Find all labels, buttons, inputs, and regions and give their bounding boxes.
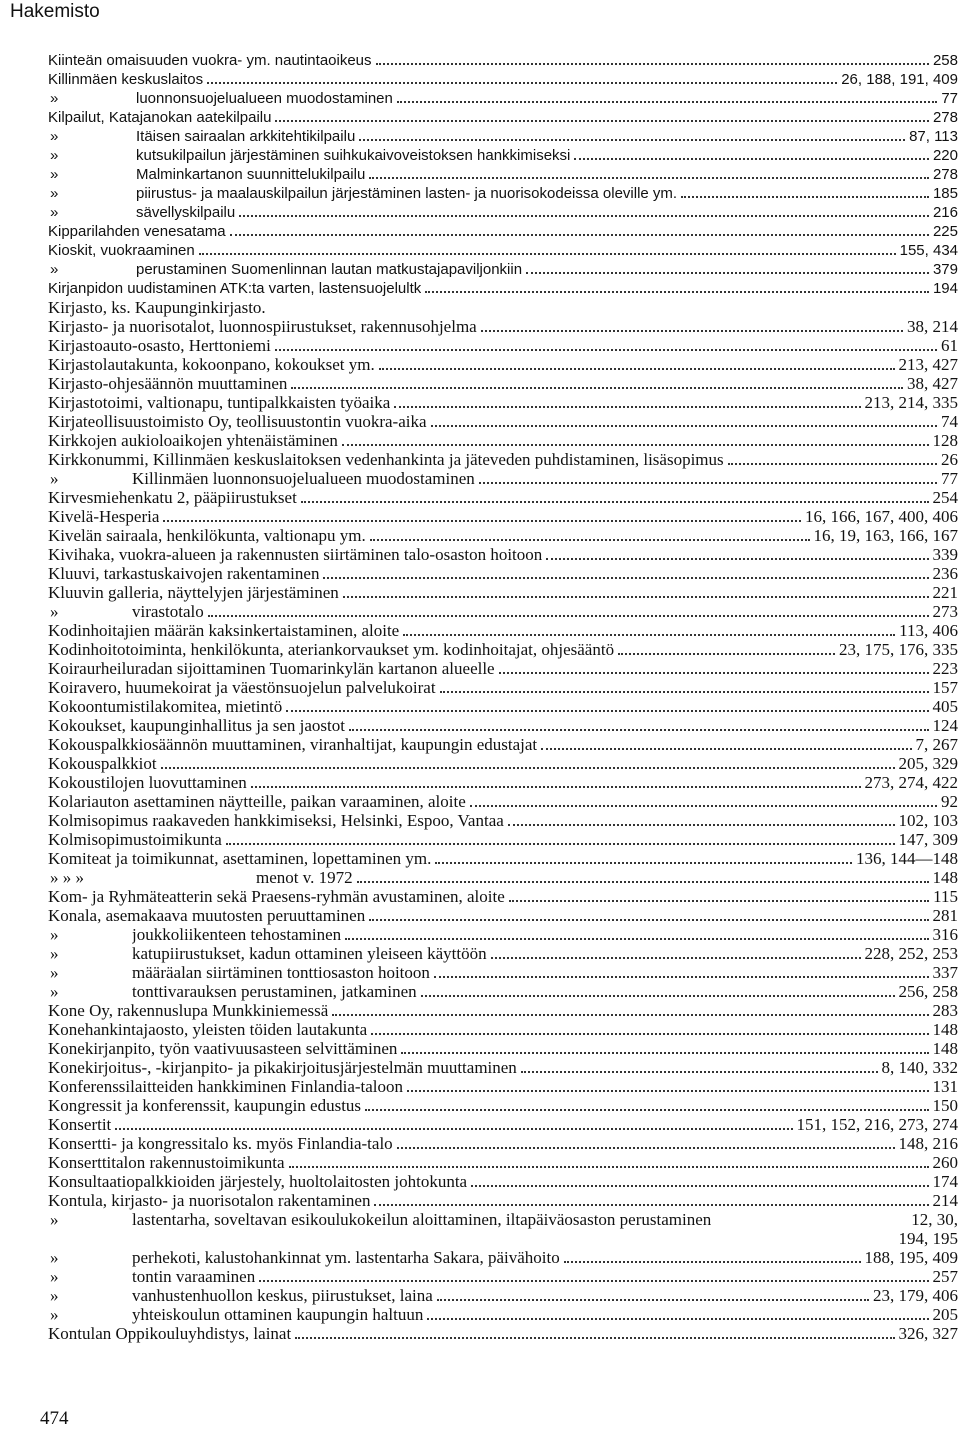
index-page-refs: 236: [932, 564, 958, 583]
dot-leader: [343, 595, 929, 598]
dot-leader: [270, 312, 954, 313]
dot-leader: [437, 1298, 869, 1301]
index-term: määräalan siirtäminen tonttiosaston hoitoon: [132, 963, 430, 982]
index-term: Kirkkojen aukioloaikojen yhtenäistäminen: [48, 431, 338, 450]
index-entry: [48, 393, 958, 412]
dot-leader: [289, 1165, 929, 1168]
index-entry: [48, 716, 958, 735]
index-term: joukkoliikenteen tehostaminen: [132, 925, 342, 944]
index-entry: [48, 1324, 958, 1343]
index-term: Kodinhoitajien määrän kaksinkertaistaminen, aloite: [48, 621, 400, 640]
dot-leader: [342, 443, 929, 446]
index-page-refs: 405: [932, 697, 958, 716]
dot-leader: [357, 880, 929, 883]
index-entry: [48, 811, 958, 830]
index-entry: [48, 241, 958, 260]
index-page-refs: 26: [941, 450, 958, 469]
index-term: Kirjastolautakunta, kokoonpano, kokoukset ym.: [48, 355, 375, 374]
index-page-refs: 150: [932, 1096, 958, 1115]
index-term: Kone Oy, rakennuslupa Munkkiniemessä: [48, 1001, 329, 1020]
index-subentry: [48, 868, 958, 887]
dot-leader: [526, 271, 929, 274]
index-page-refs: 223: [932, 659, 958, 678]
index-entry: [48, 374, 958, 393]
index-subentry: [48, 469, 958, 488]
page-header: Hakemisto: [10, 1, 100, 22]
index-term: Kivelän sairaala, henkilökunta, valtionapu ym.: [48, 526, 366, 545]
index-term: katupiirustukset, kadun ottaminen yleiseen käyttöön: [132, 944, 487, 963]
index-term: Kongressit ja konferenssit, kaupungin edustus: [48, 1096, 362, 1115]
index-subentry: [48, 127, 958, 146]
index-page-refs: 339: [932, 545, 958, 564]
index-page-refs: 23, 179, 406: [873, 1286, 958, 1305]
index-term: Kluuvi, tarkastuskaivojen rakentaminen: [48, 564, 320, 583]
index-term: Killinmäen keskuslaitos: [48, 71, 204, 88]
index-page-refs: 256, 258: [898, 982, 958, 1001]
dot-leader: [499, 671, 929, 674]
dot-leader: [470, 804, 937, 807]
index-entry: [48, 545, 958, 564]
index-entry: [48, 849, 958, 868]
index-entry: [48, 336, 958, 355]
ditto-mark: »: [50, 925, 59, 944]
index-page-refs: 26, 188, 191, 409: [841, 71, 958, 88]
dot-leader: [574, 157, 929, 160]
index-term: Kirjasto, ks. Kaupunginkirjasto.: [48, 298, 266, 317]
index-page-refs: 8, 140, 332: [881, 1058, 958, 1077]
index-subentry: [48, 165, 958, 184]
ditto-mark: »: [50, 261, 59, 278]
dot-leader: [397, 1146, 895, 1149]
index-page-refs: 77: [941, 90, 958, 107]
dot-leader: [403, 633, 895, 636]
ditto-mark: »: [50, 982, 59, 1001]
index-page-refs: 254: [932, 488, 958, 507]
index-term: Konehankintajaosto, yleisten töiden lautakunta: [48, 1020, 368, 1039]
dot-leader: [239, 214, 929, 217]
dot-leader: [434, 975, 929, 978]
dot-leader: [479, 481, 937, 484]
index-term: Kilpailut, Katajanokan aatekilpailu: [48, 109, 272, 126]
index-page-refs: 115: [933, 887, 958, 906]
index-term: Kivihaka, vuokra-alueen ja rakennusten siirtäminen talo-osaston hoitoon: [48, 545, 543, 564]
index-term: Kirjasto-ohjesäännön muuttaminen: [48, 374, 288, 393]
index-term: Kluuvin galleria, näyttelyjen järjestäminen: [48, 583, 339, 602]
index-entry: [48, 621, 958, 640]
index-term: Kirjasto- ja nuorisotalot, luonnospiirustukset, rakennusohjelma: [48, 317, 477, 336]
index-entry: [48, 1172, 958, 1191]
index-entry: [48, 678, 958, 697]
index-subentry: [48, 1286, 958, 1305]
dot-leader: [286, 709, 928, 712]
index-term: Itäisen sairaalan arkkitehtikilpailu: [136, 128, 356, 145]
index-page-refs: 148: [932, 868, 958, 887]
dot-leader: [471, 1184, 928, 1187]
index-entry: [48, 450, 958, 469]
index-term: tontin varaaminen: [132, 1267, 256, 1286]
index-term: virastotalo: [132, 602, 204, 621]
index-page-refs: 281: [932, 906, 958, 925]
dot-leader: [681, 195, 929, 198]
index-page-refs: 216: [932, 204, 958, 221]
index-entry: [48, 906, 958, 925]
index-term: tonttivarauksen perustaminen, jatkaminen: [132, 982, 417, 1001]
ditto-mark: »: [50, 166, 59, 183]
index-term: Kirjastotoimi, valtionapu, tuntipalkkaisten työaika: [48, 393, 391, 412]
index-page-refs: 92: [941, 792, 958, 811]
index-page-refs: 278: [932, 109, 958, 126]
index-page-refs: 87, 113: [909, 128, 958, 145]
ditto-mark: »: [50, 944, 59, 963]
index-term: Konferenssilaitteiden hankkiminen Finlandia-taloon: [48, 1077, 404, 1096]
dot-leader: [115, 1127, 792, 1130]
dot-leader: [421, 994, 895, 997]
index-page-refs: 12, 30,: [911, 1210, 958, 1229]
index-term: Kontula, kirjasto- ja nuorisotalon rakentaminen: [48, 1191, 371, 1210]
index-page-refs-continued: 194, 195: [898, 1229, 958, 1248]
index-term: Konsultaatiopalkkioiden järjestely, huoltolaitosten johtokunta: [48, 1172, 468, 1191]
index-page-refs: 326, 327: [898, 1324, 958, 1343]
ditto-mark: »: [50, 1210, 59, 1229]
index-entry: [48, 70, 958, 89]
dot-leader: [431, 424, 937, 427]
index-term: Kirkkonummi, Killinmäen keskuslaitoksen vedenhankinta ja jäteveden puhdistaminen, lisäsopimus: [48, 450, 724, 469]
dot-leader: [359, 138, 905, 141]
index-entry: [48, 526, 958, 545]
index-page-refs: 205: [932, 1305, 958, 1324]
index-page-refs: 77: [941, 469, 958, 488]
index-entry: [48, 412, 958, 431]
index-term: Konserttitalon rakennustoimikunta: [48, 1153, 285, 1172]
dot-leader: [618, 652, 835, 655]
ditto-mark: »: [50, 1248, 59, 1267]
dot-leader: [491, 956, 861, 959]
index-page-refs: 213, 427: [898, 355, 958, 374]
index-page-refs: 316: [932, 925, 958, 944]
index-term: Kioskit, vuokraaminen: [48, 242, 195, 259]
dot-leader: [546, 557, 928, 560]
ditto-mark: »: [50, 1305, 59, 1324]
index-term: Kokoustilojen luovuttaminen: [48, 773, 247, 792]
dot-leader: [481, 329, 903, 332]
index-page-refs: 124: [932, 716, 958, 735]
index-entry: [48, 51, 958, 70]
dot-leader: [379, 367, 895, 370]
index-term: yhteiskoulun ottaminen kaupungin haltuun: [132, 1305, 424, 1324]
dot-leader: [508, 823, 895, 826]
dot-leader: [369, 176, 929, 179]
index-term: Kom- ja Ryhmäteatterin sekä Praesens-ryhmän avustaminen, aloite: [48, 887, 505, 906]
index-entry: [48, 583, 958, 602]
dot-leader: [230, 233, 929, 236]
index-subentry: [48, 1267, 958, 1286]
index-term: Komiteat ja toimikunnat, asettaminen, lopettaminen ym.: [48, 849, 432, 868]
index-subentry: [48, 944, 958, 963]
index-term: Kodinhoitotoiminta, henkilökunta, ateriankorvaukset ym. kodinhoitajat, ohjesääntö: [48, 640, 615, 659]
index-page-refs: 214: [932, 1191, 958, 1210]
index-page-refs: 128: [932, 431, 958, 450]
index-page-refs: 148, 216: [898, 1134, 958, 1153]
dot-leader: [259, 1279, 928, 1282]
index-entry: [48, 1153, 958, 1172]
index-page-refs: 220: [932, 147, 958, 164]
dot-leader: [715, 1224, 907, 1225]
ditto-mark: »: [50, 204, 59, 221]
dot-leader: [251, 785, 861, 788]
index-entry: [48, 1077, 958, 1096]
index-page-refs: 379: [932, 261, 958, 278]
index-subentry: [48, 1305, 958, 1324]
index-entry: [48, 1191, 958, 1210]
index-entry: [48, 773, 958, 792]
dot-leader: [397, 100, 937, 103]
index-term: Konala, asemakaava muutosten peruuttaminen: [48, 906, 366, 925]
page-number: 474: [40, 1408, 69, 1429]
index-page-refs: 131: [932, 1077, 958, 1096]
index-page-refs: 337: [932, 963, 958, 982]
index-page-refs: 174: [932, 1172, 958, 1191]
index-term: luonnonsuojelualueen muodostaminen: [136, 90, 393, 107]
index-page-refs: 113, 406: [899, 621, 958, 640]
dot-leader: [291, 386, 903, 389]
index-page-refs: 278: [932, 166, 958, 183]
index-page-refs: 260: [932, 1153, 958, 1172]
index-term: menot v. 1972: [256, 868, 353, 887]
index-subentry: [48, 203, 958, 222]
dot-leader: [199, 252, 896, 255]
index-page-refs: 155, 434: [899, 242, 958, 259]
index-entry: [48, 1096, 958, 1115]
dot-leader: [427, 1317, 928, 1320]
dot-leader: [509, 899, 929, 902]
index-page-refs: 148: [932, 1020, 958, 1039]
index-entry: [48, 431, 958, 450]
index-page-refs: 257: [932, 1267, 958, 1286]
index-term: piirustus- ja maalauskilpailun järjestäminen lasten- ja nuorisokodeissa oleville ym.: [136, 185, 678, 202]
index-page-refs: 74: [941, 412, 958, 431]
index-entry: [48, 697, 958, 716]
index-term: Malminkartanon suunnittelukilpailu: [136, 166, 366, 183]
index-entry: [48, 1134, 958, 1153]
dot-leader: [370, 538, 810, 541]
ditto-mark: »: [50, 469, 59, 488]
index-term: Kontulan Oppikouluyhdistys, lainat: [48, 1324, 292, 1343]
dot-leader: [226, 842, 895, 845]
index-subentry: [48, 982, 958, 1001]
dot-leader: [371, 1032, 928, 1035]
index-term: Konekirjanpito, työn vaativuusasteen selvittäminen: [48, 1039, 398, 1058]
index-term: Kokouspalkkiosäännön muuttaminen, viranhaltijat, kaupungin edustajat: [48, 735, 538, 754]
dot-leader: [301, 500, 929, 503]
index-page-refs: 188, 195, 409: [864, 1248, 958, 1267]
dot-leader: [728, 462, 937, 465]
ditto-mark: »: [50, 1286, 59, 1305]
ditto-mark: » » »: [50, 868, 84, 887]
index-page-refs: 273, 274, 422: [864, 773, 958, 792]
index-page-refs: 225: [932, 223, 958, 240]
index-entry: [48, 792, 958, 811]
ditto-mark: »: [50, 602, 59, 621]
index-term: Killinmäen luonnonsuojelualueen muodostaminen: [132, 469, 475, 488]
index-page-refs: 258: [932, 52, 958, 69]
index-entry: [48, 1020, 958, 1039]
dot-leader: [394, 405, 860, 408]
index-page-refs: 221: [932, 583, 958, 602]
index-term: perhekoti, kalustohankinnat ym. lastentarha Sakara, päivähoito: [132, 1248, 560, 1267]
index-term: Kokoontumistilakomitea, mietintö: [48, 697, 283, 716]
index-page-refs: 148: [932, 1039, 958, 1058]
index-entry: [48, 754, 958, 773]
index-entry: [48, 640, 958, 659]
index-entry: [48, 1001, 958, 1020]
index-term: Kolmisopimustoimikunta: [48, 830, 222, 849]
dot-leader: [345, 937, 928, 940]
index-subentry: [48, 184, 958, 203]
index-page-refs: 151, 152, 216, 273, 274: [796, 1115, 958, 1134]
index-entry: [48, 108, 958, 127]
index-term: Kiinteän omaisuuden vuokra- ym. nautintaoikeus: [48, 52, 372, 69]
ditto-mark: »: [50, 185, 59, 202]
dot-leader: [369, 918, 928, 921]
index-term: Kolariauton asettaminen näytteille, paikan varaaminen, aloite: [48, 792, 466, 811]
index-entry: [48, 887, 958, 906]
index-entry: [48, 735, 958, 754]
index-page-refs: 38, 214: [907, 317, 958, 336]
index-page-refs: 7, 267: [915, 735, 958, 754]
index-page-refs: 38, 427: [907, 374, 958, 393]
index-subentry: [48, 89, 958, 108]
index-page-refs: 136, 144—148: [856, 849, 958, 868]
ditto-mark: »: [50, 147, 59, 164]
index-entry: [48, 1058, 958, 1077]
index-entry: [48, 507, 958, 526]
index-term: Kirjanpidon uudistaminen ATK:ta varten, lastensuojelultk: [48, 280, 422, 297]
index-term: Kokoukset, kaupunginhallitus ja sen jaostot: [48, 716, 345, 735]
index-subentry: [48, 963, 958, 982]
index-page-refs: 16, 19, 163, 166, 167: [813, 526, 958, 545]
dot-leader: [521, 1070, 878, 1073]
index-entry: [48, 298, 958, 317]
dot-leader: [161, 766, 895, 769]
index-page-refs: 273: [932, 602, 958, 621]
dot-leader: [275, 348, 937, 351]
dot-leader: [435, 861, 852, 864]
dot-leader: [295, 1336, 894, 1339]
index-entry: [48, 830, 958, 849]
dot-leader: [407, 1089, 928, 1092]
index-term: Kipparilahden venesatama: [48, 223, 226, 240]
index-entry: [48, 659, 958, 678]
index-page-refs: 185: [932, 185, 958, 202]
index-term: lastentarha, soveltavan esikoulukokeilun aloittaminen, iltapäiväosaston perustaminen: [132, 1210, 712, 1229]
index-page-refs: 205, 329: [898, 754, 958, 773]
dot-leader: [332, 1013, 928, 1016]
index-term: Koiraurheiluradan sijoittaminen Tuomarinkylän kartanon alueelle: [48, 659, 495, 678]
index-entry: [48, 317, 958, 336]
index-entry: [48, 1039, 958, 1058]
index-term: Kirjastoauto-osasto, Herttoniemi: [48, 336, 271, 355]
dot-leader: [425, 290, 929, 293]
index-term: Konsertti- ja kongressitalo ks. myös Finlandia-talo: [48, 1134, 393, 1153]
index-term: Konekirjoitus-, -kirjanpito- ja pikakirjoitusjärjestelmän muuttaminen: [48, 1058, 517, 1077]
index-page-refs: 157: [932, 678, 958, 697]
dot-leader: [376, 62, 929, 65]
index-term: perustaminen Suomenlinnan lautan matkustajapaviljonkiin: [136, 261, 523, 278]
index-term: Koiravero, huumekoirat ja väestönsuojelun palvelukoirat: [48, 678, 436, 697]
index-term: Kokouspalkkiot: [48, 754, 157, 773]
dot-leader: [163, 519, 801, 522]
index-term: kutsukilpailun järjestäminen suihkukaivoveistoksen hankkimiseksi: [136, 147, 571, 164]
index-page-refs: 147, 309: [898, 830, 958, 849]
index-entry: [48, 564, 958, 583]
index-entry: [48, 355, 958, 374]
index-subentry: [48, 260, 958, 279]
ditto-mark: »: [50, 128, 59, 145]
index-page-refs: 16, 166, 167, 400, 406: [805, 507, 958, 526]
dot-leader: [323, 576, 928, 579]
index-page-refs: 23, 175, 176, 335: [839, 640, 958, 659]
dot-leader: [349, 728, 929, 731]
index-entry: [48, 222, 958, 241]
dot-leader: [401, 1051, 928, 1054]
index-entry: [48, 279, 958, 298]
index-subentry: [48, 602, 958, 621]
index-term: Kirjateollisuustoimisto Oy, teollisuustontin vuokra-aika: [48, 412, 427, 431]
index-entry: [48, 488, 958, 507]
index-page-refs: 194: [932, 280, 958, 297]
index-term: sävellyskilpailu: [136, 204, 236, 221]
dot-leader: [275, 119, 928, 122]
index-term: Kirvesmiehenkatu 2, pääpiirustukset: [48, 488, 297, 507]
index-list: [48, 51, 958, 1343]
index-term: Kolmisopimus raakaveden hankkimiseksi, Helsinki, Espoo, Vantaa: [48, 811, 504, 830]
index-page-refs: 283: [932, 1001, 958, 1020]
dot-leader: [541, 747, 911, 750]
index-entry: [48, 1115, 958, 1134]
index-page-refs: 228, 252, 253: [864, 944, 958, 963]
ditto-mark: »: [50, 90, 59, 107]
index-term: Kivelä-Hesperia: [48, 507, 160, 526]
index-subentry: [48, 146, 958, 165]
ditto-mark: »: [50, 1267, 59, 1286]
index-page-refs: 213, 214, 335: [864, 393, 958, 412]
dot-leader: [208, 614, 929, 617]
dot-leader: [564, 1260, 861, 1263]
ditto-mark: »: [50, 963, 59, 982]
index-subentry: [48, 925, 958, 944]
dot-leader: [440, 690, 929, 693]
index-subentry: [48, 1248, 958, 1267]
index-page-refs: 61: [941, 336, 958, 355]
dot-leader: [374, 1203, 928, 1206]
index-page-refs: 102, 103: [898, 811, 958, 830]
index-term: Konsertit: [48, 1115, 112, 1134]
dot-leader: [207, 81, 837, 84]
index-subentry: [48, 1210, 958, 1229]
index-term: vanhustenhuollon keskus, piirustukset, laina: [132, 1286, 433, 1305]
dot-leader: [365, 1108, 928, 1111]
